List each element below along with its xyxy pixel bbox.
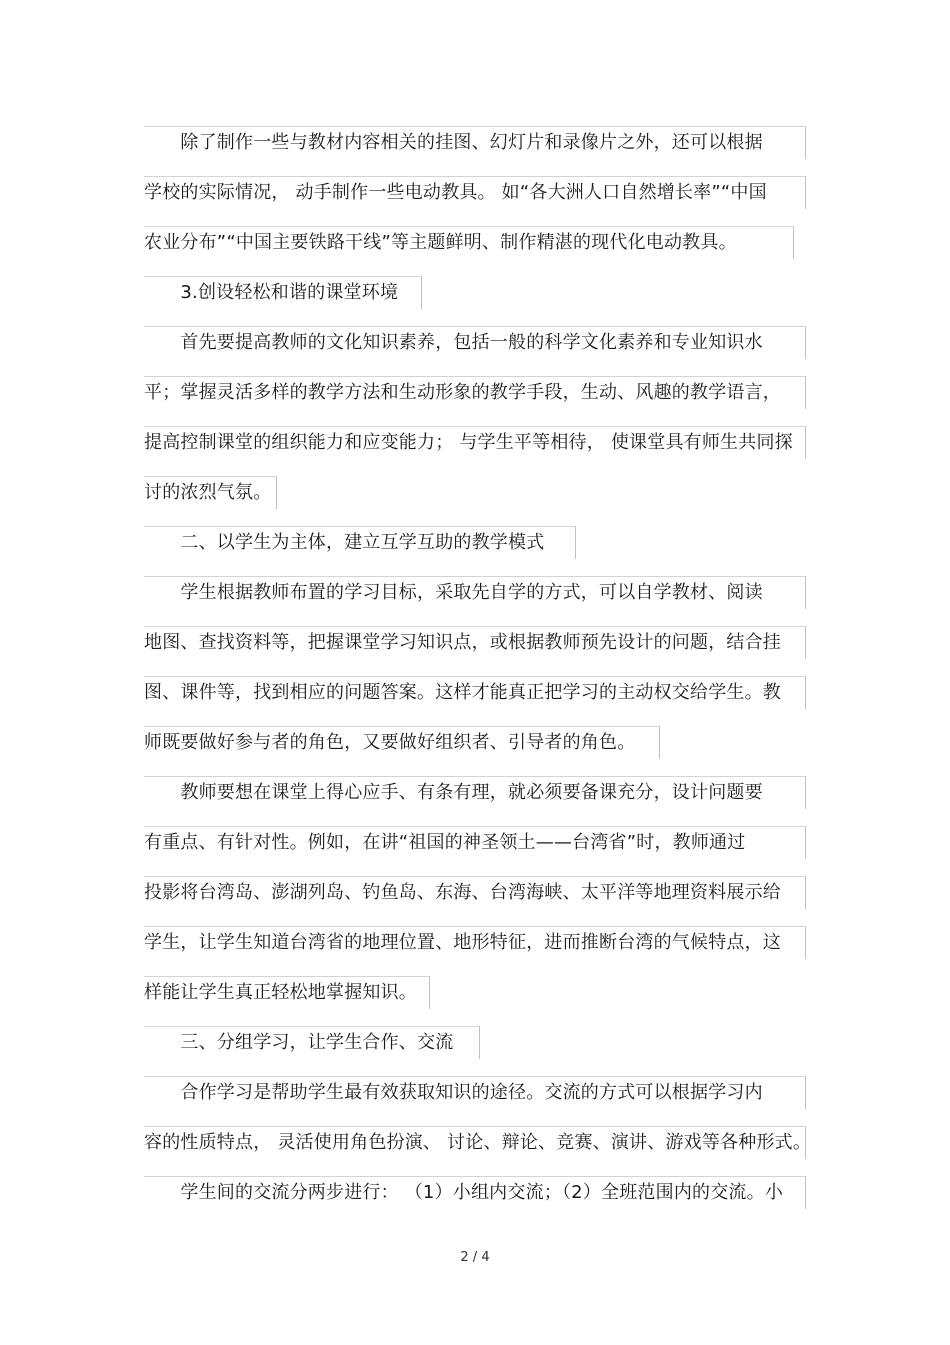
text-line: 学生，让学生知道台湾省的地理位置、地形特征，进而推断台湾的气候特点，这 (144, 932, 781, 953)
text-line: 讨的浓烈气氛。 (144, 482, 272, 503)
text-line: 投影将台湾岛、澎湖列岛、钓鱼岛、东海、台湾海峡、太平洋等地理资料展示给 (144, 882, 781, 903)
section-heading: 3.创设轻松和谐的课堂环境 (144, 282, 399, 303)
text-line: 样能让学生真正轻松地掌握知识。 (144, 982, 417, 1003)
section-heading: 二、以学生为主体，建立互学互助的教学模式 (144, 532, 545, 553)
text-line: 合作学习是帮助学生最有效获取知识的途径。交流的方式可以根据学习内 (144, 1082, 763, 1103)
text-line: 教师要想在课堂上得心应手、有条有理，就必须要备课充分，设计问题要 (144, 782, 763, 803)
text-line: 农业分布”“中国主要铁路干线”等主题鲜明、制作精湛的现代化电动教具。 (144, 232, 737, 253)
text-line: 首先要提高教师的文化知识素养，包括一般的科学文化素养和专业知识水 (144, 332, 763, 353)
text-line: 提高控制课堂的组织能力和应变能力； 与学生平等相待， 使课堂具有师生共同探 (144, 432, 793, 453)
text-line: 师既要做好参与者的角色，又要做好组织者、引导者的角色。 (144, 732, 636, 753)
page-number: 2 / 4 (460, 1250, 490, 1265)
text-line: 学校的实际情况， 动手制作一些电动教具。 如“各大洲人口自然增长率”“中国 (144, 182, 767, 203)
text-line: 图、课件等，找到相应的问题答案。这样才能真正把学习的主动权交给学生。教 (144, 682, 781, 703)
text-line: 学生根据教师布置的学习目标，采取先自学的方式，可以自学教材、阅读 (144, 582, 763, 603)
text-line: 容的性质特点， 灵活使用角色扮演、 讨论、辩论、竞赛、演讲、游戏等各种形式。 (144, 1132, 812, 1153)
text-line: 除了制作一些与教材内容相关的挂图、幻灯片和录像片之外，还可以根据 (144, 132, 763, 153)
text-line: 有重点、有针对性。例如，在讲“祖国的神圣领土——台湾省”时，教师通过 (144, 832, 746, 853)
text-line: 学生间的交流分两步进行： （1）小组内交流；（2）全班范围内的交流。小 (144, 1182, 784, 1203)
section-heading: 三、分组学习，让学生合作、交流 (144, 1032, 454, 1053)
text-line: 平；掌握灵活多样的教学方法和生动形象的教学手段，生动、风趣的教学语言， (144, 382, 781, 403)
text-line: 地图、查找资料等，把握课堂学习知识点，或根据教师预先设计的问题，结合挂 (144, 632, 781, 653)
